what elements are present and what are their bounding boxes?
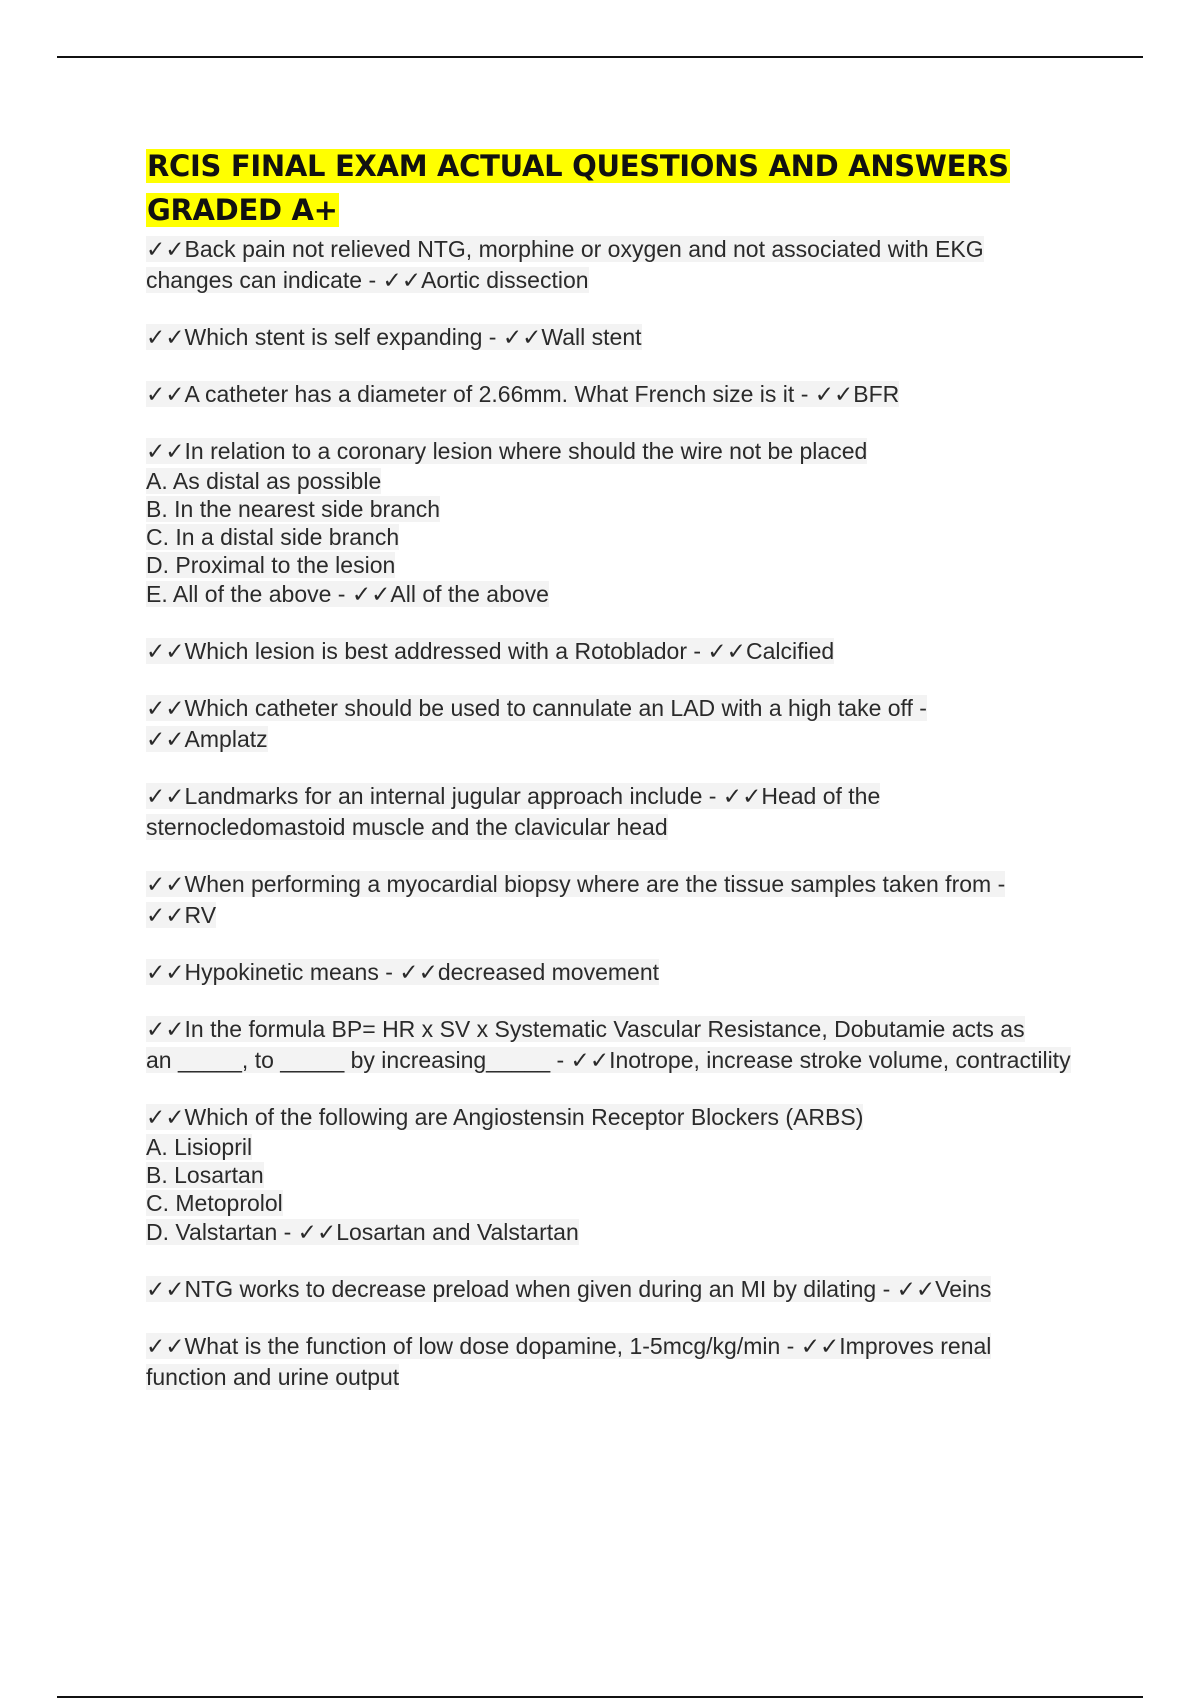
qa-item [146,379,1106,410]
footer-rule [57,1696,1143,1698]
question-line [146,693,1106,724]
title-line-1: RCIS FINAL EXAM ACTUAL QUESTIONS AND ANSWERS [147,149,1009,183]
qa-item [146,1274,1106,1305]
qa-text: ✓✓Landmarks for an internal jugular approach include - ✓✓Head of the [146,783,881,809]
qa-line [146,1161,1106,1189]
qa-text: ✓✓In the formula BP= HR x SV x Systematic Vascular Resistance, Dobutamie acts as [146,1016,1025,1042]
qa-text: ✓✓What is the function of low dose dopamine, 1-5mcg/kg/min - ✓✓Improves renal [146,1333,992,1359]
qa-item [146,234,1106,296]
qa-item [146,869,1106,931]
qa-text: C. In a distal side branch [146,524,400,550]
qa-text: A. As distal as possible [146,468,382,494]
qa-text: changes can indicate - ✓✓Aortic dissection [146,267,589,293]
qa-text: D. Proximal to the lesion [146,552,396,578]
question-line [146,957,1106,988]
qa-item [146,436,1106,610]
question-line [146,1331,1106,1362]
question-line [146,379,1106,410]
qa-text: C. Metoprolol [146,1190,283,1216]
qa-line [146,579,1106,610]
question-line [146,234,1106,265]
qa-line [146,1133,1106,1161]
qa-item [146,322,1106,353]
qa-text: sternocledomastoid muscle and the clavicular head [146,814,668,840]
qa-text: ✓✓In relation to a coronary lesion where should the wire not be placed [146,438,868,464]
question-line [146,1014,1106,1045]
qa-text: function and urine output [146,1364,400,1390]
qa-line [146,551,1106,579]
qa-line [146,1045,1106,1076]
qa-item [146,1014,1106,1076]
qa-text: B. In the nearest side branch [146,496,441,522]
question-line [146,869,1106,900]
question-line [146,1102,1106,1133]
qa-text: ✓✓Back pain not relieved NTG, morphine or oxygen and not associated with EKG [146,236,984,262]
question-line [146,322,1106,353]
qa-text: B. Losartan [146,1162,264,1188]
qa-text: an _____, to _____ by increasing_____ - ✓✓Inotrope, increase stroke volume, contractility [146,1047,1071,1073]
qa-text: A. Lisiopril [146,1134,253,1160]
qa-line [146,495,1106,523]
title-line-2: GRADED A+ [147,193,338,227]
question-line [146,781,1106,812]
qa-line [146,1362,1106,1393]
qa-line [146,900,1106,931]
qa-line [146,1189,1106,1217]
qa-item [146,1331,1106,1393]
qa-line [146,523,1106,551]
qa-item [146,636,1106,667]
qa-text: ✓✓A catheter has a diameter of 2.66mm. What French size is it - ✓✓BFR [146,381,900,407]
qa-list [146,234,1106,1393]
document-body [146,144,1106,1419]
qa-item [146,693,1106,755]
qa-item [146,1102,1106,1248]
qa-line [146,467,1106,495]
question-line [146,1274,1106,1305]
qa-text: ✓✓NTG works to decrease preload when given during an MI by dilating - ✓✓Veins [146,1276,992,1302]
question-line [146,636,1106,667]
qa-text: ✓✓Which lesion is best addressed with a Rotoblador - ✓✓Calcified [146,638,835,664]
qa-text: ✓✓Which catheter should be used to cannulate an LAD with a high take off - [146,695,927,721]
qa-text: ✓✓Amplatz [146,726,268,752]
qa-text: ✓✓Which stent is self expanding - ✓✓Wall stent [146,324,642,350]
qa-text: ✓✓RV [146,902,217,928]
qa-text: ✓✓When performing a myocardial biopsy where are the tissue samples taken from - [146,871,1006,897]
qa-text: D. Valstartan - ✓✓Losartan and Valstartan [146,1219,579,1245]
qa-line [146,265,1106,296]
qa-text: ✓✓Hypokinetic means - ✓✓decreased movement [146,959,660,985]
qa-text: E. All of the above - ✓✓All of the above [146,581,549,607]
qa-item [146,781,1106,843]
header-rule [57,56,1143,58]
qa-line [146,812,1106,843]
qa-text: ✓✓Which of the following are Angiostensin Receptor Blockers (ARBS) [146,1104,864,1130]
document-title [146,144,1106,232]
qa-line [146,724,1106,755]
question-line [146,436,1106,467]
qa-line [146,1217,1106,1248]
qa-item [146,957,1106,988]
